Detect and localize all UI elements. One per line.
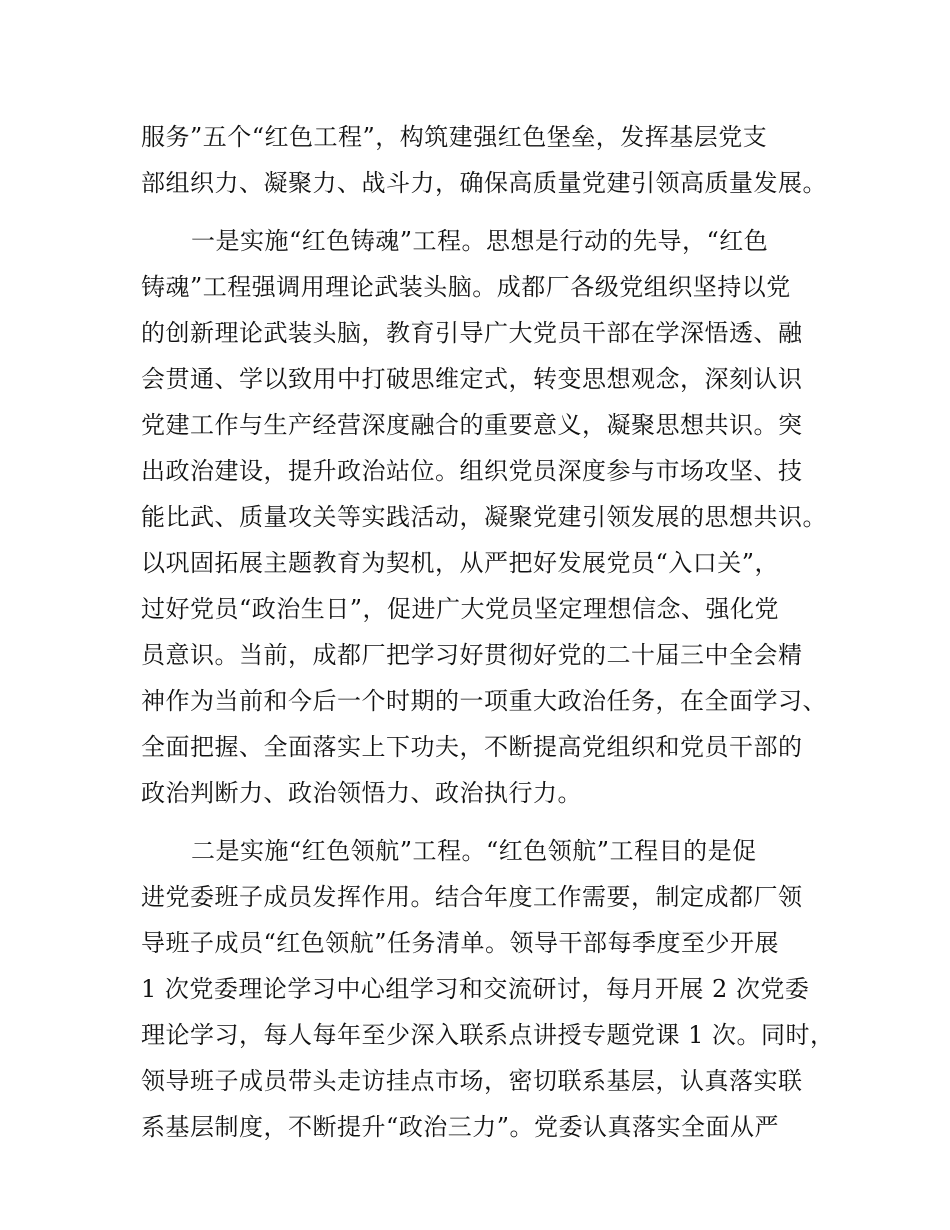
text-line: 1 次党委理论学习中心组学习和交流研讨，每月开展 2 次党委 [141, 975, 810, 1003]
text-line: 神作为当前和今后一个时期的一项重大政治任务，在全面学习、 [141, 687, 827, 715]
text-line: 会贯通、学以致用中打破思维定式，转变思想观念，深刻认识 [141, 365, 803, 393]
text-line: 能比武、质量攻关等实践活动，凝聚党建引领发展的思想共识。 [141, 503, 827, 531]
text-line: 政治判断力、政治领悟力、政治执行力。 [141, 779, 582, 807]
paragraph-2 [141, 218, 825, 816]
document-body [141, 114, 835, 1150]
text-line: 的创新理论武装头脑，教育引导广大党员干部在学深悟透、融 [141, 319, 803, 347]
text-line: 领导班子成员带头走访挂点市场，密切联系基层，认真落实联 [141, 1067, 803, 1095]
paragraph-1 [141, 114, 825, 206]
text-line: 一是实施“红色铸魂”工程。思想是行动的先导，“红色 [191, 227, 769, 255]
text-line: 党建工作与生产经营深度融合的重要意义，凝聚思想共识。突 [141, 411, 803, 439]
text-line: 服务”五个“红色工程”，构筑建强红色堡垒，发挥基层党支 [141, 123, 768, 151]
text-line: 进党委班子成员发挥作用。结合年度工作需要，制定成都厂领 [141, 883, 803, 911]
text-line: 系基层制度，不断提升“政治三力”。党委认真落实全面从严 [141, 1113, 780, 1141]
text-line: 导班子成员“红色领航”任务清单。领导干部每季度至少开展 [141, 929, 780, 957]
text-line: 出政治建设，提升政治站位。组织党员深度参与市场攻坚、技 [141, 457, 803, 485]
text-line: 铸魂”工程强调用理论武装头脑。成都厂各级党组织坚持以党 [141, 273, 791, 301]
text-line: 全面把握、全面落实上下功夫，不断提高党组织和党员干部的 [141, 733, 803, 761]
text-line: 部组织力、凝聚力、战斗力，确保高质量党建引领高质量发展。 [141, 169, 827, 197]
text-line: 以巩固拓展主题教育为契机，从严把好发展党员“入口关”， [141, 549, 780, 577]
text-line: 理论学习，每人每年至少深入联系点讲授专题党课 1 次。同时， [141, 1021, 835, 1049]
text-line: 二是实施“红色领航”工程。“红色领航”工程目的是促 [191, 837, 757, 865]
text-line: 过好党员“政治生日”，促进广大党员坚定理想信念、强化党 [141, 595, 780, 623]
text-line: 员意识。当前，成都厂把学习好贯彻好党的二十届三中全会精 [141, 641, 803, 669]
paragraph-3 [141, 828, 835, 1150]
